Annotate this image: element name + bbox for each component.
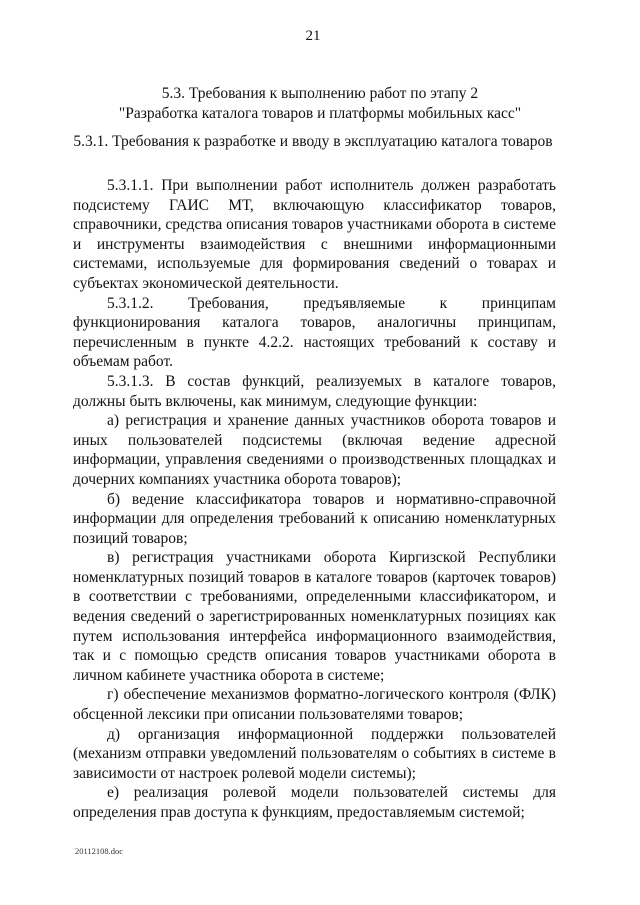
list-item-e: е) реализация ролевой модели пользователей системы для определения прав доступа к функциям, предоставляемым системой; <box>73 784 556 821</box>
list-item-d: д) организация информационной поддержки пользователей (механизм отправки уведомлений пользователям о событиях в системе в зависимости от настроек ролевой модели системы); <box>73 725 556 782</box>
subsection-title: 5.3.1. Требования к разработке и вводу в эксплуатацию каталога товаров <box>73 133 553 150</box>
paragraph-5-3-1-3: 5.3.1.3. В состав функций, реализуемых в каталоге товаров, должны быть включены, как минимум, следующие функции: <box>73 372 556 410</box>
paragraph-5-3-1-1: 5.3.1.1. При выполнении работ исполнитель должен разработать подсистему ГАИС МТ, включающую классификатор товаров, справочники, средства описания товаров участниками оборота в системе и инструменты взаимодействия с внешними информационными системами, используемые для формирования сведений о товарах и субъектах экономической деятельности. <box>73 177 556 292</box>
page-number: 21 <box>305 28 321 44</box>
section-title-line-2: "Разработка каталога товаров и платформы мобильных касс" <box>118 105 522 122</box>
list-item-g: г) обеспечение механизмов форматно-логического контроля (ФЛК) обсценной лексики при описании пользователями товаров; <box>73 686 556 724</box>
document-body <box>73 176 556 823</box>
paragraph-5-3-1-2: 5.3.1.2. Требования, предъявляемые к принципам функционирования каталога товаров, аналогичны принципам, перечисленным в пункте 4.2.2. настоящих требований к составу и объемам работ. <box>73 294 556 371</box>
footer-filename: 20112108.doc <box>75 846 124 856</box>
list-item-b: б) ведение классификатора товаров и нормативно-справочной информации для определения требований к описанию номенклатурных позиций товаров; <box>73 490 556 547</box>
list-item-a: а) регистрация и хранение данных участников оборота товаров и иных пользователей подсистемы (включая ведение адресной информации, управления сведениями о производственных площадках и дочерних компаниях участника оборота товаров); <box>73 412 556 488</box>
list-item-v: в) регистрация участниками оборота Киргизской Республики номенклатурных позиций товаров в каталоге товаров (карточек товаров) в соответствии с требованиями, определенными классификатором, и ведения сведений о зарегистрированных номенклатурных позициях как путем использования интерфейса информационного взаимодействия, так и с помощью средств описания товаров участниками оборота в личном кабинете участника оборота в системе; <box>73 549 556 684</box>
section-title-line-1: 5.3. Требования к выполнению работ по этапу 2 <box>161 85 479 102</box>
